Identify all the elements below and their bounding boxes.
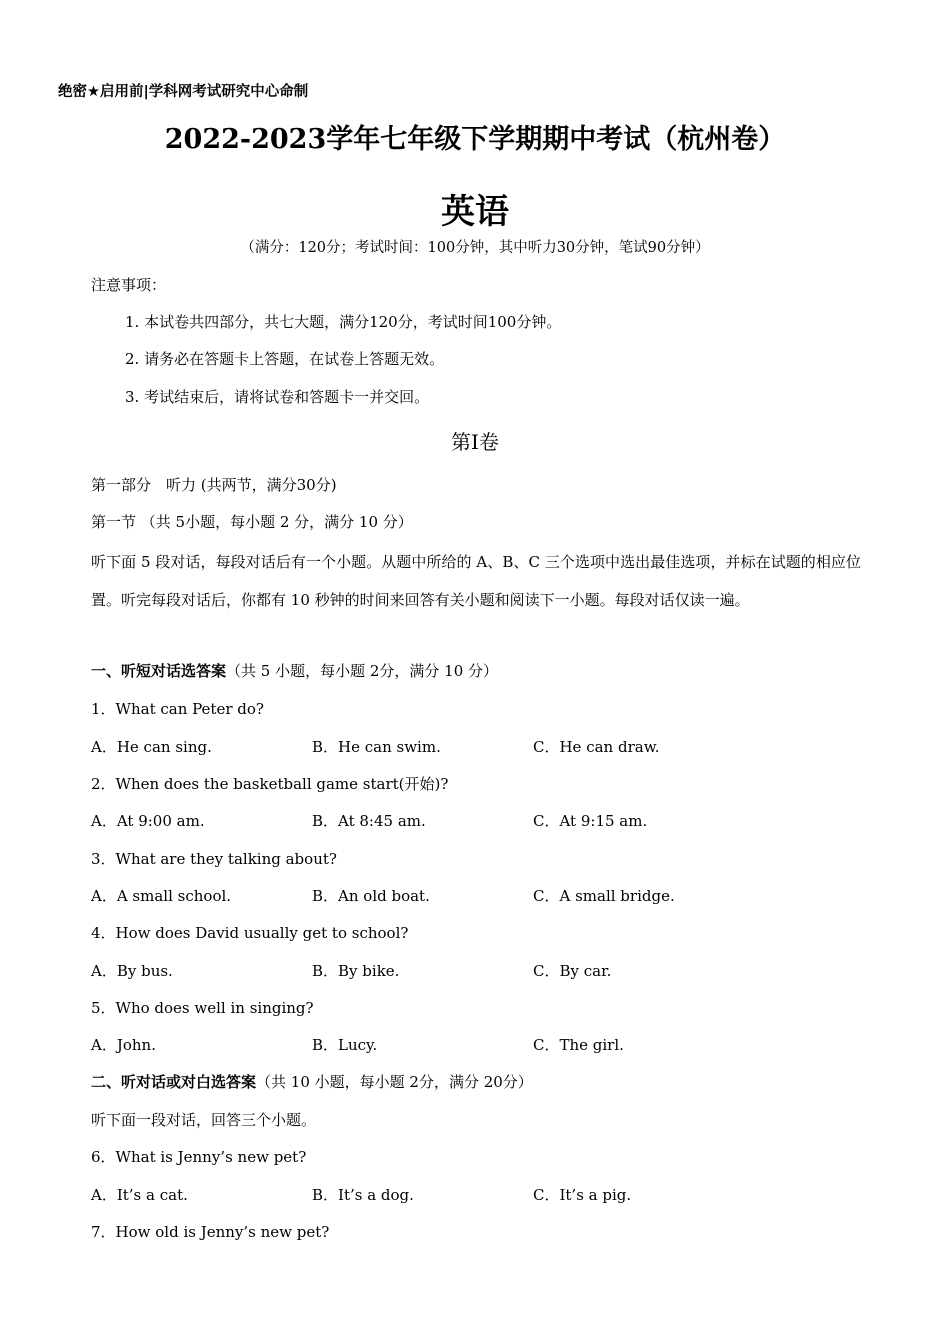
- option-a[interactable]: A．By bus.: [91, 962, 173, 980]
- notes-title: 注意事项：: [91, 276, 167, 294]
- option-b[interactable]: B．It’s a dog.: [312, 1186, 414, 1204]
- question-stem: 3．What are they talking about?: [91, 850, 337, 868]
- section-i-heading: [91, 660, 498, 681]
- option-a[interactable]: A．He can sing.: [91, 738, 212, 756]
- score-info: （满分：120分；考试时间：100分钟，其中听力30分钟，笔试90分钟）: [240, 240, 710, 256]
- question-stem: 6．What is Jenny’s new pet?: [91, 1148, 307, 1166]
- volume-label: 第I卷: [451, 430, 499, 454]
- subject-title: 英语: [441, 192, 509, 232]
- section-ii-heading: [91, 1071, 533, 1092]
- option-b[interactable]: B．At 8:45 am.: [312, 812, 426, 830]
- question-stem: 4．How does David usually get to school?: [91, 924, 409, 942]
- option-a[interactable]: A．It’s a cat.: [91, 1186, 188, 1204]
- option-c[interactable]: C．He can draw.: [533, 738, 660, 756]
- option-c[interactable]: C．By car.: [533, 962, 612, 980]
- question-stem: 1．What can Peter do?: [91, 700, 264, 718]
- question-stem: 5．Who does well in singing?: [91, 999, 314, 1017]
- note-item: 2. 请务必在答题卡上答题，在试卷上答题无效。: [125, 350, 445, 368]
- section-ii-intro: 听下面一段对话，回答三个小题。: [91, 1111, 317, 1129]
- confidential-label: 绝密★启用前|学科网考试研究中心命制: [58, 84, 309, 100]
- section-i-heading-label: 一、听短对话选答案: [91, 662, 227, 680]
- option-b[interactable]: B．Lucy.: [312, 1036, 378, 1054]
- option-c[interactable]: C．At 9:15 am.: [533, 812, 648, 830]
- option-c[interactable]: C．A small bridge.: [533, 887, 675, 905]
- section-i-heading-detail: （共 5 小题，每小题 2分，满分 10 分）: [226, 662, 499, 680]
- option-b[interactable]: B．He can swim.: [312, 738, 441, 756]
- question-stem: 7．How old is Jenny’s new pet?: [91, 1223, 330, 1241]
- exam-title: 2022-2023学年七年级下学期期中考试（杭州卷）: [164, 124, 786, 155]
- option-c[interactable]: C．The girl.: [533, 1036, 624, 1054]
- option-b[interactable]: B．By bike.: [312, 962, 400, 980]
- part1-title: 第一部分 听力 (共两节，满分30分): [91, 476, 337, 494]
- listening-instructions: 听下面 5 段对话，每段对话后有一个小题。从题中所给的 A、B、C 三个选项中选出最佳选项，并标在试题的相应位置。听完每段对话后，你都有 10 秒钟的时间来回答有关小题和阅读下一小题。每段对话仅读一遍。: [91, 553, 861, 609]
- option-a[interactable]: A．John.: [91, 1036, 156, 1054]
- section1-title: 第一节 （共 5小题，每小题 2 分，满分 10 分）: [91, 513, 413, 531]
- option-c[interactable]: C．It’s a pig.: [533, 1186, 632, 1204]
- note-item: 3. 考试结束后，请将试卷和答题卡一并交回。: [125, 388, 430, 406]
- section-ii-heading-label: 二、听对话或对白选答案: [91, 1073, 257, 1091]
- option-a[interactable]: A．At 9:00 am.: [91, 812, 205, 830]
- option-a[interactable]: A．A small school.: [91, 887, 232, 905]
- option-b[interactable]: B．An old boat.: [312, 887, 430, 905]
- section-ii-heading-detail: （共 10 小题，每小题 2分，满分 20分）: [256, 1073, 533, 1091]
- question-stem: 2．When does the basketball game start(开始)?: [91, 775, 449, 793]
- note-item: 1. 本试卷共四部分，共七大题，满分120分，考试时间100分钟。: [125, 313, 562, 331]
